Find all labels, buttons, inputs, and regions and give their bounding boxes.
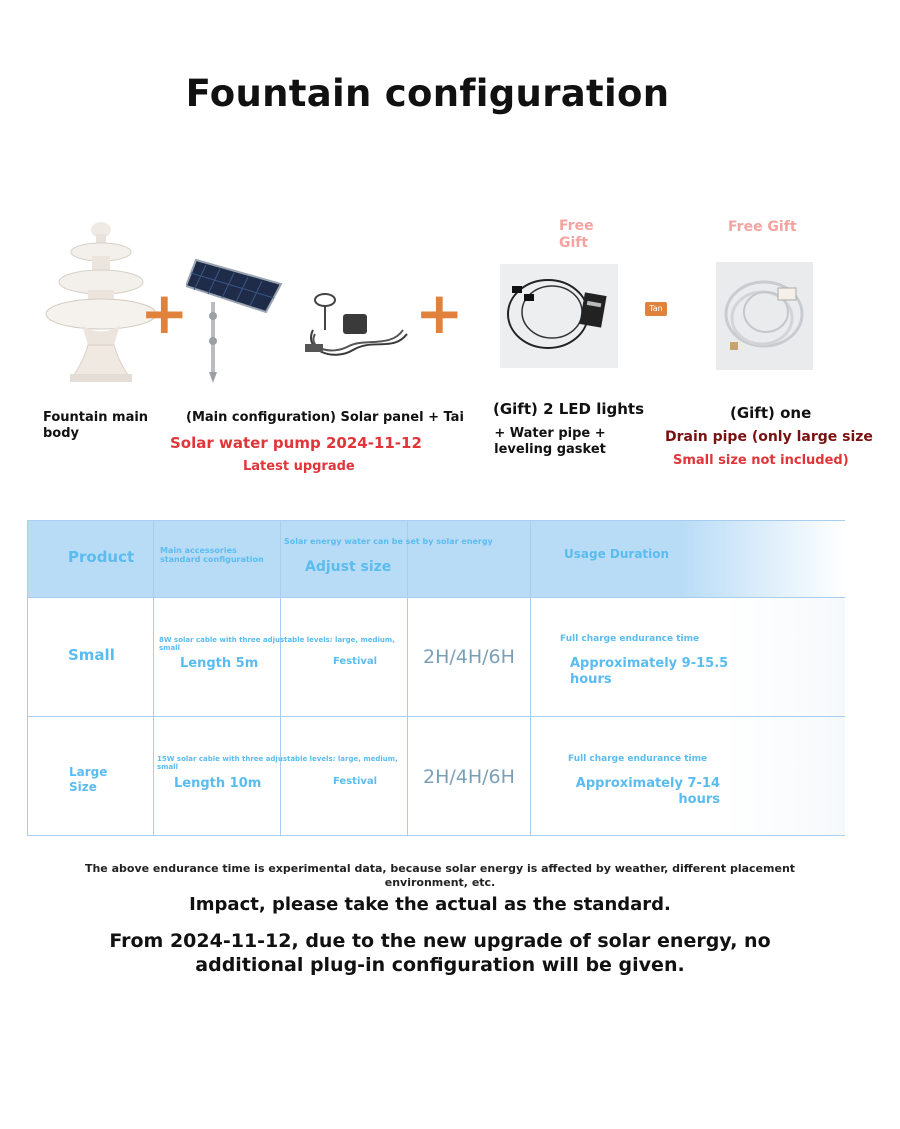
row-length: Length 10m bbox=[174, 776, 262, 791]
pump-label: Solar water pump 2024-11-12 bbox=[170, 434, 422, 452]
header-solar-set: Solar energy water can be set by solar energy bbox=[284, 537, 493, 546]
row-endurance-label: Full charge endurance time bbox=[568, 754, 708, 764]
drain-pipe-image bbox=[716, 262, 813, 370]
row-product: Small bbox=[68, 646, 115, 664]
pipe-gasket-label: + Water pipe + leveling gasket bbox=[494, 426, 606, 457]
header-main-accessories: Main accessories standard configuration bbox=[160, 546, 264, 564]
pump-image bbox=[303, 290, 411, 365]
solar-panel-image bbox=[186, 256, 286, 384]
gift-led-label: (Gift) 2 LED lights bbox=[493, 400, 645, 418]
header-adjust-size: Adjust size bbox=[305, 559, 392, 575]
row-cable: 15W solar cable with three adjustable levels: large, medium, small bbox=[157, 755, 398, 771]
gift-one-label: (Gift) one bbox=[730, 404, 812, 422]
row-endurance: Approximately 9-15.5 hours bbox=[570, 656, 729, 687]
table-header-bg bbox=[27, 520, 845, 597]
fountain-label: Fountain main body bbox=[43, 410, 149, 441]
drain-pipe-label: Drain pipe (only large size bbox=[665, 429, 873, 445]
page-title: Fountain configuration bbox=[185, 72, 670, 115]
row-endurance-label: Full charge endurance time bbox=[560, 634, 700, 644]
free-gift-tag: Free Gift bbox=[559, 218, 594, 251]
upgrade-label: Latest upgrade bbox=[243, 459, 355, 474]
row-endurance: Approximately 7-14 hours bbox=[575, 776, 720, 807]
small-not-label: Small size not included) bbox=[673, 453, 849, 468]
row-modes: 2H/4H/6H bbox=[423, 766, 515, 788]
row-length: Length 5m bbox=[180, 656, 259, 671]
free-gift-tag: Free Gift bbox=[728, 219, 797, 235]
plus-icon: + bbox=[140, 279, 189, 347]
connector-image: Tan bbox=[645, 302, 667, 316]
note-disclaimer: The above endurance time is experimental data, because solar energy is affected by weather, different placement environment, etc. bbox=[84, 862, 796, 889]
plus-icon: + bbox=[415, 279, 464, 347]
header-usage-duration: Usage Duration bbox=[564, 547, 670, 561]
note-upgrade: From 2024-11-12, due to the new upgrade of solar energy, no additional plug-in configuration will be given. bbox=[109, 930, 771, 976]
row-festival: Festival bbox=[333, 776, 378, 787]
row-product: Large Size bbox=[69, 765, 108, 794]
row-modes: 2H/4H/6H bbox=[423, 646, 515, 668]
config-table bbox=[27, 520, 845, 836]
main-config-label: (Main configuration) Solar panel + Tai bbox=[186, 410, 464, 425]
note-impact: Impact, please take the actual as the standard. bbox=[189, 894, 671, 915]
row-festival: Festival bbox=[333, 656, 378, 667]
led-lights-image bbox=[500, 264, 618, 368]
row-cable: 8W solar cable with three adjustable levels: large, medium, small bbox=[159, 636, 395, 652]
header-product: Product bbox=[68, 548, 135, 566]
